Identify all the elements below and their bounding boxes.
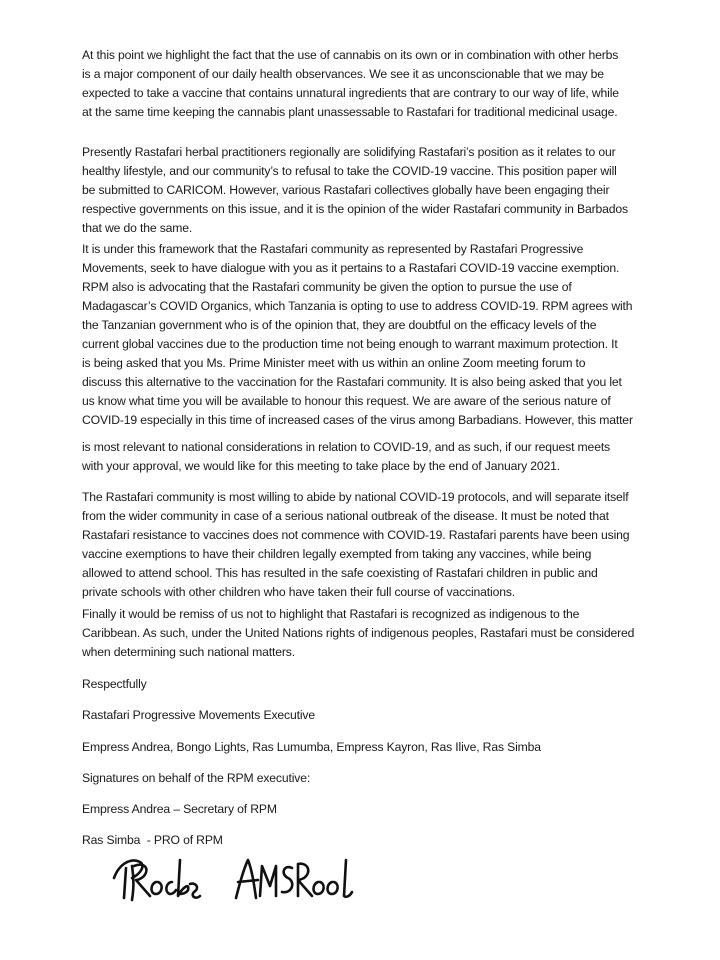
text-line: private schools with other children who have taken their full course of vaccinations. <box>82 585 516 599</box>
text-line: Rastafari resistance to vaccines does not commence with COVID-19. Rastafari parents have been using <box>82 528 630 542</box>
organization-name: Rastafari Progressive Movements Executive <box>82 708 315 722</box>
text-line: that we do the same. <box>82 221 193 235</box>
executive-members: Empress Andrea, Bongo Lights, Ras Lumumba, Empress Kayron, Ras Ilive, Ras Simba <box>82 740 541 754</box>
signature-empress-andrea <box>232 852 362 912</box>
text-line: with your approval, we would like for this meeting to take place by the end of January 2021. <box>82 459 561 473</box>
text-line: us know what time you will be available to honour this request. We are aware of the serious nature of <box>82 394 611 408</box>
text-line: Finally it would be remiss of us not to highlight that Rastafari is recognized as indigenous to the <box>82 607 580 621</box>
text-line: COVID-19 especially in this time of increased cases of the virus among Barbadians. However, this matter <box>82 413 633 427</box>
text-line: discuss this alternative to the vaccination for the Rastafari community. It is also being asked that you let <box>82 375 622 389</box>
signatory-secretary: Empress Andrea – Secretary of RPM <box>82 802 277 816</box>
text-line: is a major component of our daily health observances. We see it as unconscionable that we may be <box>82 67 604 81</box>
text-line: from the wider community in case of a serious national outbreak of the disease. It must be noted that <box>82 509 609 523</box>
text-line: The Rastafari community is most willing to abide by national COVID-19 protocols, and will separate itself <box>82 490 629 504</box>
text-line: respective governments on this issue, and it is the opinion of the wider Rastafari community in Barbados <box>82 202 628 216</box>
text-line: Presently Rastafari herbal practitioners regionally are solidifying Rastafari’s position as it relates to our <box>82 145 616 159</box>
text-line: at the same time keeping the cannabis plant unassessable to Rastafari for traditional medicinal usage. <box>82 105 618 119</box>
signatures-heading: Signatures on behalf of the RPM executive: <box>82 771 311 785</box>
text-line: vaccine exemptions to have their children legally exempted from taking any vaccines, while being <box>82 547 592 561</box>
text-line: is being asked that you Ms. Prime Minister meet with us within an online Zoom meeting forum to <box>82 356 586 370</box>
text-line: Caribbean. As such, under the United Nations rights of indigenous peoples, Rastafari must be considered <box>82 626 635 640</box>
text-line: allowed to attend school. This has resulted in the safe coexisting of Rastafari children in public and <box>82 566 598 580</box>
text-line: be submitted to CARICOM. However, various Rastafari collectives globally have been engaging their <box>82 183 610 197</box>
text-line: the Tanzanian government who is of the opinion that, they are doubtful on the efficacy levels of the <box>82 318 597 332</box>
text-line: At this point we highlight the fact that the use of cannabis on its own or in combination with other herbs <box>82 48 619 62</box>
text-line: It is under this framework that the Rastafari community as represented by Rastafari Progressive <box>82 242 584 256</box>
text-line: healthy lifestyle, and our community’s to refusal to take the COVID-19 vaccine. This position paper will <box>82 164 617 178</box>
signatory-pro: Ras Simba - PRO of RPM <box>82 833 223 847</box>
salutation: Respectfully <box>82 677 147 691</box>
text-line: expected to take a vaccine that contains unnatural ingredients that are contrary to our way of life, while <box>82 86 619 100</box>
text-line: current global vaccines due to the production time not being enough to warrant maximum protection. It <box>82 337 618 351</box>
text-line: Movements, seek to have dialogue with you as it pertains to a Rastafari COVID-19 vaccine exemption. <box>82 261 620 275</box>
signature-ras-simba <box>110 852 210 912</box>
text-line: RPM also is advocating that the Rastafari community be given the option to pursue the use of <box>82 280 572 294</box>
text-line: is most relevant to national considerations in relation to COVID-19, and as such, if our request meets <box>82 440 610 454</box>
text-line: when determining such national matters. <box>82 645 295 659</box>
text-line: Madagascar’s COVID Organics, which Tanzania is opting to use to address COVID-19. RPM agrees with <box>82 299 633 313</box>
